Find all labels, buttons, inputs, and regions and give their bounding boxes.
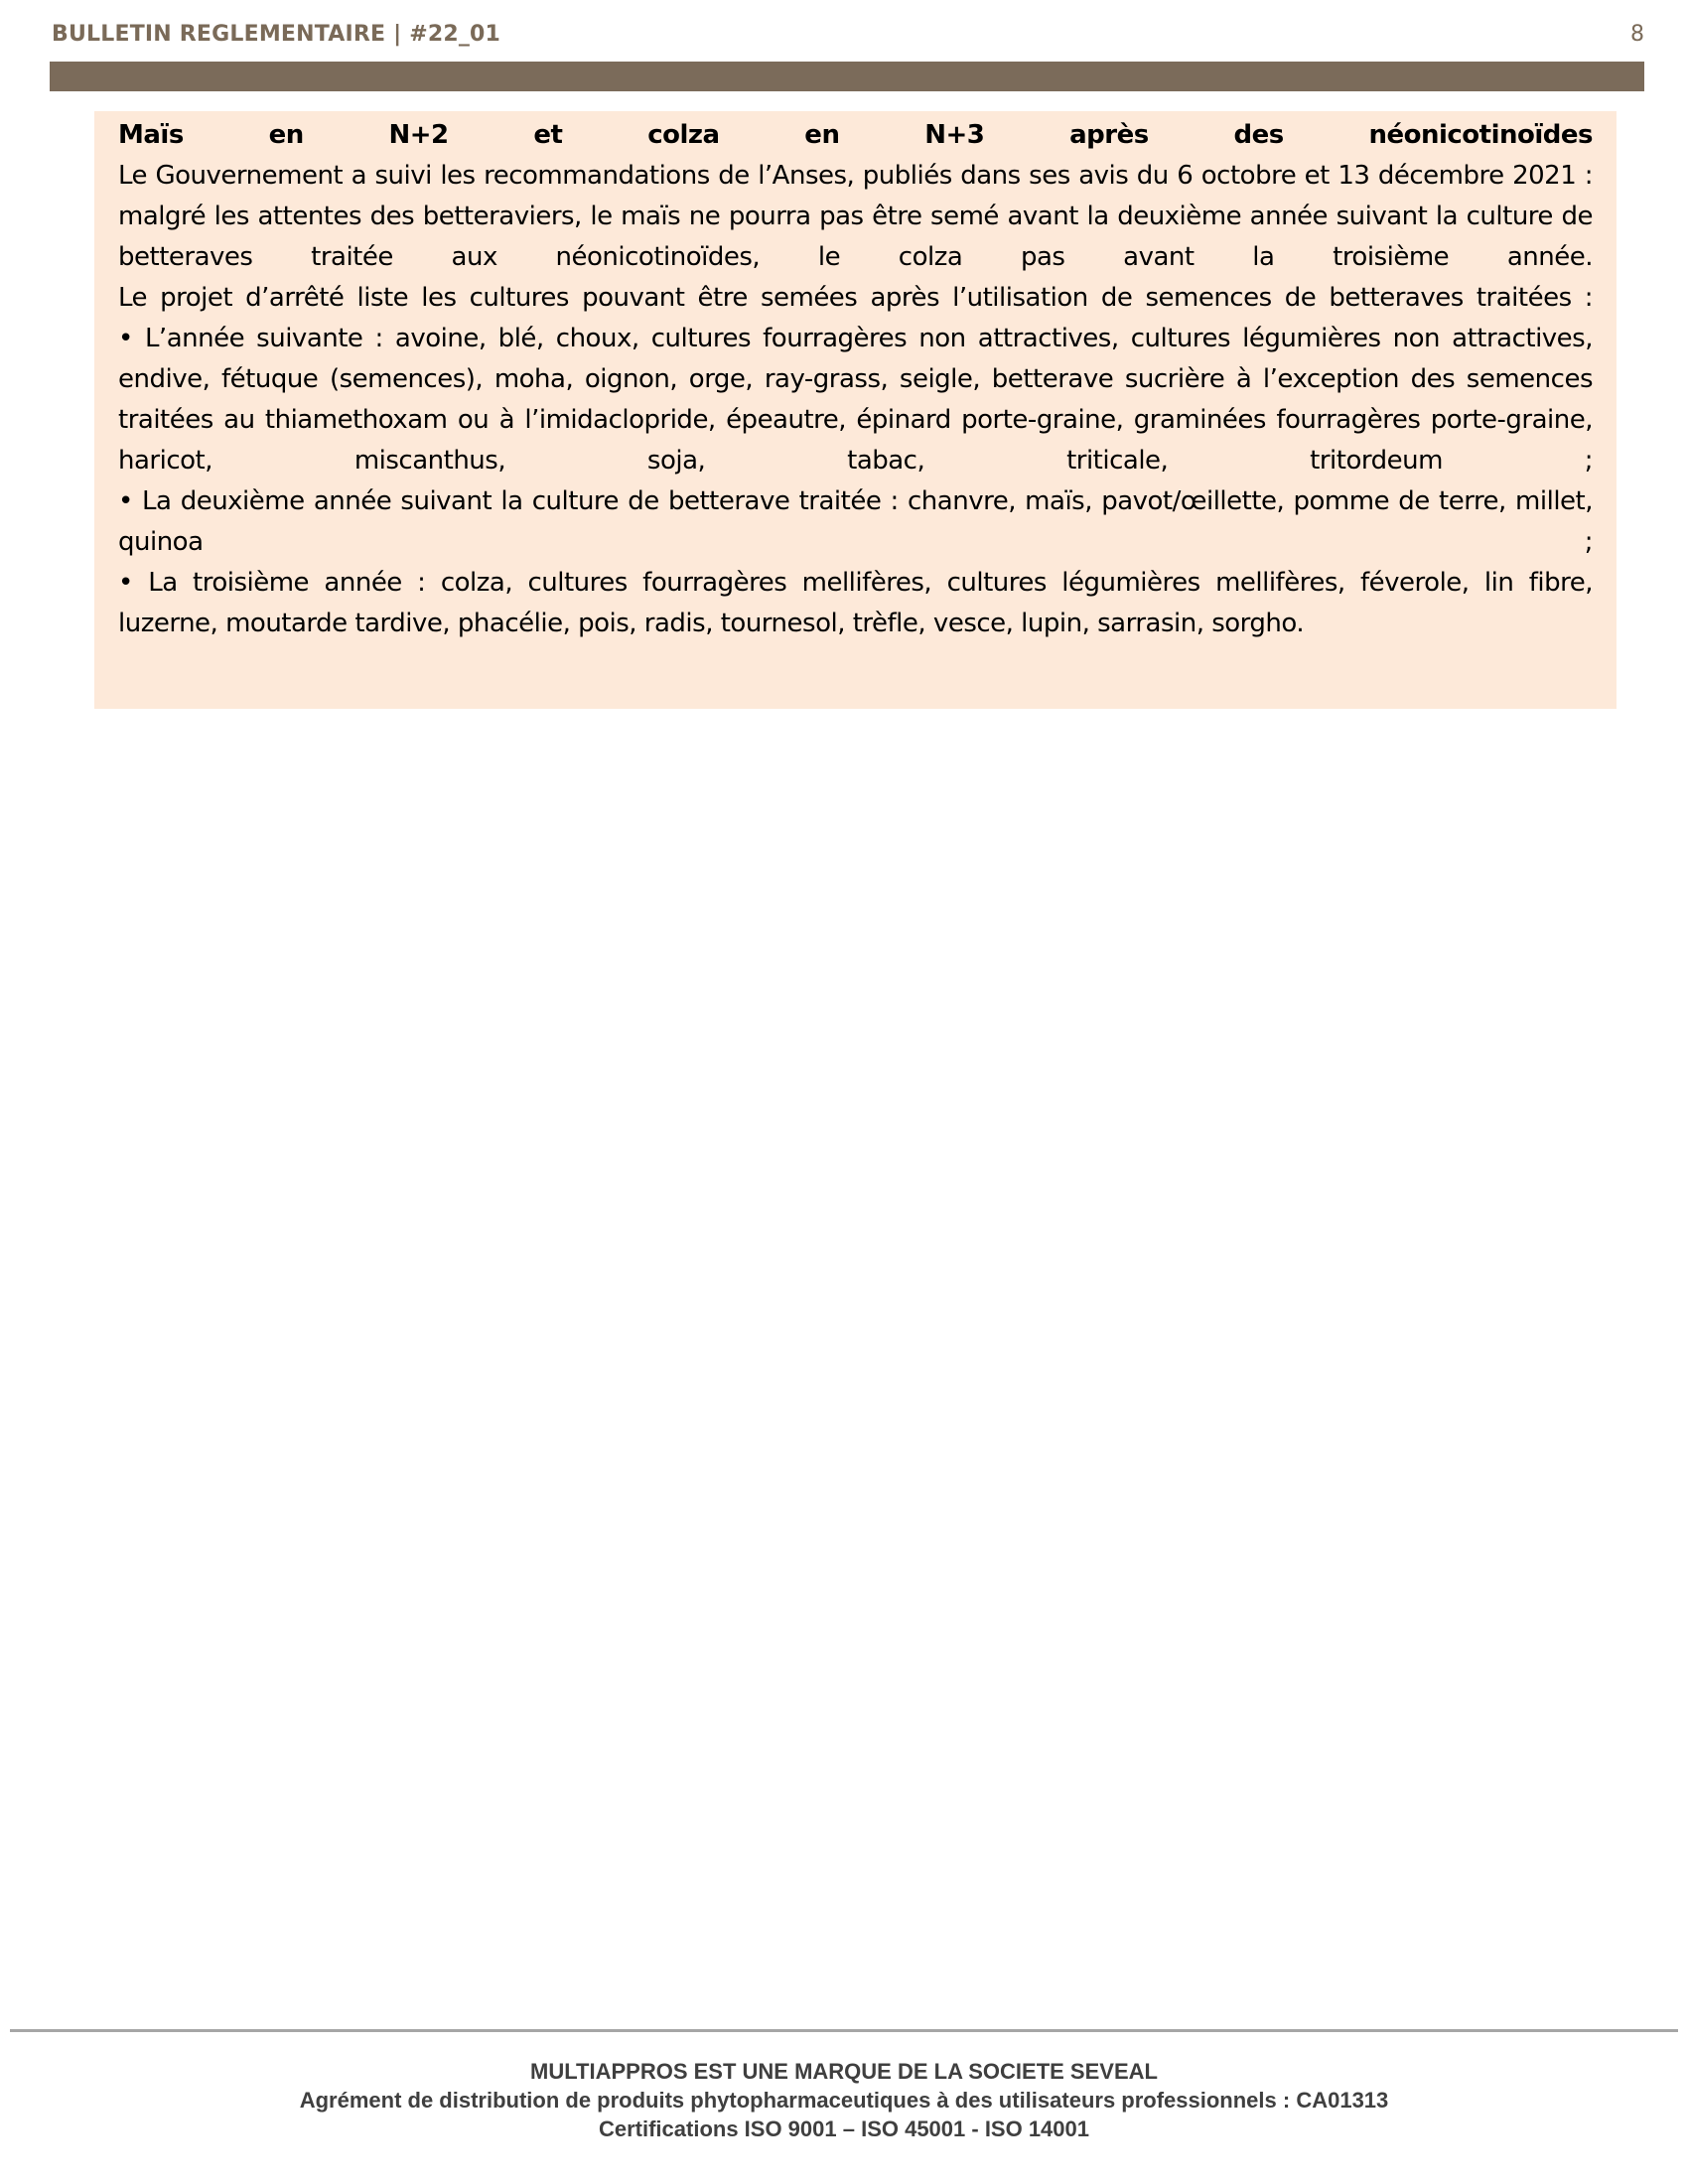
header-bar [50, 62, 1644, 91]
footer-brand-line: MULTIAPPROS EST UNE MARQUE DE LA SOCIETE SEVEAL [530, 2059, 1158, 2084]
footer-divider [10, 2029, 1678, 2032]
list-item-year-1: • L’année suivante : avoine, blé, choux, cultures fourragères non attractives, cultures légumières non attractives, endive, fétuque (semences), moha, oignon, orge, ray-grass, seigle, betterave sucrière à l’exception des semences traitées au thiamethoxam ou à l’imidaclopride, épeautre, épinard porte-graine, graminées fourragères porte-graine, haricot, miscanthus, soja, tabac, triticale, tritordeum ; [118, 324, 1593, 476]
list-item-year-3: • La troisième année : colza, cultures fourragères mellifères, cultures légumières mellifères, féverole, lin fibre, luzerne, moutarde tardive, phacélie, pois, radis, tournesol, trèfle, vesce, lupin, sarrasin, sorgho. [118, 568, 1593, 638]
page-footer [0, 2057, 1688, 2143]
article-box [94, 111, 1617, 709]
footer-certifications-line: Certifications ISO 9001 – ISO 45001 - ISO 14001 [598, 2116, 1090, 2141]
bulletin-title: BULLETIN REGLEMENTAIRE | #22_01 [52, 22, 501, 47]
article-intro: Le Gouvernement a suivi les recommandations de l’Anses, publiés dans ses avis du 6 octobre et 13 décembre 2021 : malgré les attentes des betteraviers, le maïs ne pourra pas être semé avant la deuxième année suivant la culture de betteraves traitée aux néonicotinoïdes, le colza pas avant la troisième année. [118, 161, 1593, 272]
list-item-year-2: • La deuxième année suivant la culture de betterave traitée : chanvre, maïs, pavot/œillette, pomme de terre, millet, quinoa ; [118, 486, 1593, 557]
footer-approval-line: Agrément de distribution de produits phytopharmaceutiques à des utilisateurs professionnels : CA01313 [299, 2088, 1389, 2113]
article-list-intro: Le projet d’arrêté liste les cultures pouvant être semées après l’utilisation de semences de betteraves traitées : [118, 283, 1593, 313]
page-number: 8 [1630, 22, 1644, 47]
article-heading: Maïs en N+2 et colza en N+3 après des néonicotinoïdes [118, 120, 1593, 150]
